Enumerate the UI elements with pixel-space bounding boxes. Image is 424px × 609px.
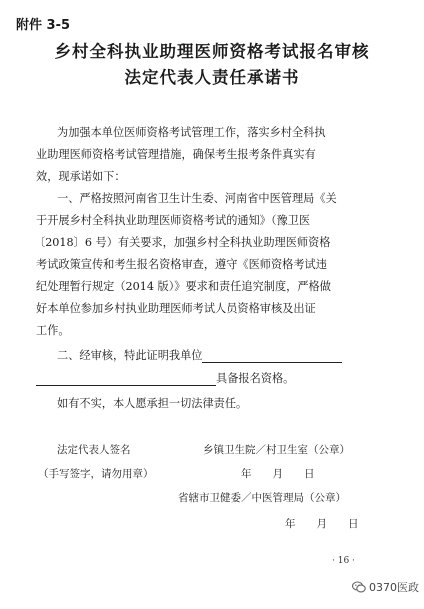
- paragraph-2-line: 工作。: [36, 324, 70, 337]
- unit-name-blank-2: [36, 373, 216, 386]
- paragraph-2-line: 纪处理暂行规定（2014 版）》要求和责任追究制度，严格做: [36, 280, 331, 293]
- city-seal-label: 省辖市卫健委／中医管理局（公章）: [178, 492, 346, 504]
- paragraph-1-line: 业助理医师资格考试管理措施，确保考生报考条件真实有: [36, 148, 316, 161]
- document-title-line2: 法定代表人责任承诺书: [124, 68, 300, 87]
- watermark: [352, 579, 419, 595]
- page-number: · 16 ·: [332, 556, 355, 566]
- paragraph-2-line: 于开展乡村全科执业助理医师资格考试的通知》（豫卫医: [36, 214, 311, 227]
- date-line-1: 年 月 日: [241, 468, 315, 480]
- paragraph-2-line: 一、严格按照河南省卫生计生委、河南省中医管理局《关: [57, 192, 337, 205]
- township-seal-label: 乡镇卫生院／村卫生室（公章）: [203, 444, 350, 456]
- paragraph-3-text-end: 具备报名资格。: [216, 372, 295, 385]
- paragraph-1-line: 为加强本单位医师资格考试管理工作，落实乡村全科执: [57, 126, 326, 139]
- attachment-label: 附件 3-5: [16, 18, 71, 33]
- paragraph-3-end: [36, 370, 294, 386]
- document-title-line1: 乡村全科执业助理医师资格考试报名审核: [54, 42, 370, 61]
- wechat-icon: [352, 581, 366, 593]
- date-line-2: 年 月 日: [285, 518, 359, 530]
- unit-name-blank-1: [202, 350, 342, 363]
- paragraph-2-line: 〔2018〕6 号）有关要求，加强乡村全科执业助理医师资格: [34, 236, 331, 249]
- paragraph-2-line: 考试政策宣传和考生报名资格审查，遵守《医师资格考试违: [36, 258, 327, 271]
- watermark-text: 0370医政: [369, 581, 419, 594]
- legal-rep-signature-label: 法定代表人签名: [57, 444, 131, 456]
- paragraph-2-line: 好本单位参加乡村执业助理医师考试人员资格审核及出证: [36, 302, 316, 315]
- paragraph-1-line: 效，现承诺如下：: [36, 170, 126, 183]
- paragraph-3-start: [57, 347, 342, 363]
- paragraph-3-text: 二、经审核，特此证明我单位: [57, 349, 203, 362]
- paragraph-4: 如有不实，本人愿承担一切法律责任。: [57, 397, 248, 410]
- legal-rep-signature-note: （手写签字，请勿用章）: [38, 468, 154, 480]
